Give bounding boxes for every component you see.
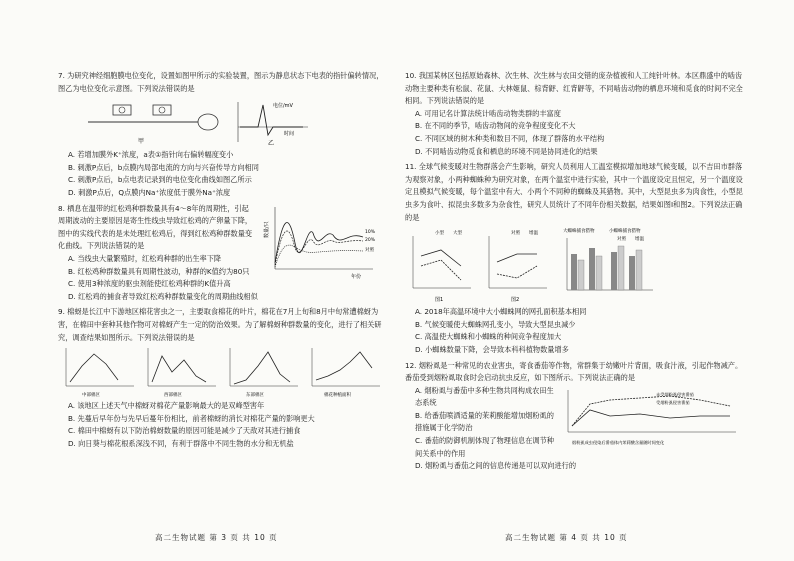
q9-stem: 9. 棉蚜是长江中下游地区棉花害虫之一，主要取食棉花的叶片，棉花在7月上旬和8月中旬常遭棉蚜为害，在棉田中套种其他作物可对棉蚜产生一定的防治效果。为了解棉蚜种群数量的变化，进行了相关研究，调查结果如图所示。下列说法错误的是 <box>58 307 382 342</box>
q9-chart-1 <box>58 346 136 398</box>
q11-fig2-legend-1: 对照 <box>511 231 520 237</box>
q9-chart-4 <box>304 346 382 398</box>
q7-fig-label-b: 乙 <box>268 140 275 148</box>
q8-option-a: A. 当线虫大量繁殖时，红松鸡种群的出生率下降 <box>68 253 222 263</box>
q11-option-d: D. 小蜘蛛数量下降，会导致本科科植物数量增多 <box>415 344 569 354</box>
q11-option-b: B. 气候变暖使大蜘蛛网孔变小，导致大型昆虫减少 <box>415 319 576 329</box>
q11-fig1-label: 图1 <box>435 297 444 304</box>
q8-option-d: D. 红松鸡的捕食者导致红松鸡种群数量变化的周期曲线相似 <box>68 291 258 301</box>
q9-chart-4-title: 棉花种植面积 <box>324 393 351 399</box>
q7-fig-mv: 电位/mV <box>273 103 293 110</box>
question-10 <box>405 70 745 158</box>
q9-charts <box>58 346 388 398</box>
q11-fig3-title-2: 小蜘蛛捕食猎物 <box>609 229 641 235</box>
q7-fig-label-a: 甲 <box>138 138 145 146</box>
q9-option-a: A. 该地区上述天气中棉蚜对棉花产量影响最大的是双峰型害年 <box>68 401 265 411</box>
q8-chart <box>263 203 383 281</box>
q12-option-d: D. 烟粉虱与番茄之间的信息传递是可以双向进行的 <box>415 461 577 471</box>
q12-legend-2: 受烟粉虱侵害番茄 <box>656 399 690 405</box>
q8-stem: 8. 栖息在温带的红松鸡种群数量具有4～8年的周期性，引起周期波动的主要原因是寄生性线虫导致红松鸡的产卵量下降，图中的实线代表的是未处理红松鸡后，得到红松鸡种群数量变化曲线。下列说法错误的是 <box>58 203 253 251</box>
q12-stem: 12. 烟粉虱是一种常见的农业害虫，寄食番茄等作物，常群集于幼嫩叶片背面，吸食汁液，引起作物减产。番茄受到烟粉虱取食时会启动抗虫反应，如下图所示。下列说法正确的是 <box>405 360 743 383</box>
question-7 <box>58 70 388 200</box>
q11-fig3-legend-2: 增温 <box>635 237 644 243</box>
q8-option-c: C. 使用3种浓度的驱虫剂能使红松鸡种群的K值升高 <box>68 279 231 289</box>
q9-option-d: D. 向日葵与棉花根系深浅不同，有利于群落中不同生物的水分和无机盐 <box>68 438 294 448</box>
q10-option-b: B. 在不同的季节，啮齿动物间的竞争程度变化不大 <box>415 121 576 131</box>
q12-legend-1: 未受烟粉虱侵害番茄 <box>656 391 694 397</box>
q11-fig-1 <box>405 226 475 304</box>
q10-option-a: A. 可用记名计算法统计啮齿动物类群的丰富度 <box>415 108 561 118</box>
q12-option-a: A. 烟粉虱与番茄中多种生物共同构成农田生态系统 <box>415 385 554 408</box>
q7-stem: 7. 为研究神经细胞膜电位变化，设置如图甲所示的实验装置，图示为静息状态下电表的指针偏转情况，图乙为电位变化示意图。下列说法错误的是 <box>58 71 384 93</box>
q8-legend-2: 20% <box>365 237 376 243</box>
left-column <box>58 70 388 453</box>
question-12 <box>405 360 745 473</box>
q11-stem: 11. 全球气候变暖对生物群落会产生影响，研究人员利用人工温室模拟增加地球气候变暖，以不吉田市群落为观察对象，小两种蜘蛛种为研究对象，在两个温室中进行实验，其中一个温度设定且恒定，另一个温度设定且模拟气候变暖，每个温室中有大、小两个不同种的蜘蛛及其猎物。其中，大型昆虫多为肉食性，小型昆虫多为食叶、拟昆虫多数多为杂食性，研究人员统计了不同年份相关数据，结果如图I和图2。下列说法正确的是 <box>405 162 743 222</box>
q8-chart-ylabel: 数量/只 <box>264 220 270 238</box>
q11-fig-3 <box>557 226 657 304</box>
right-column <box>405 70 745 476</box>
q7-option-c: C. 刺激P点后，b点电表记录到的电位变化曲线如图乙所示 <box>68 175 252 185</box>
q10-stem: 10. 我国某林区包括原始森林、次生林、次生林与农田交错的庞杂植被和人工纯针叶林。本区鼎盛中的啮齿动物主要种类有松鼠、花鼠、大林姬鼠、棕背䶄、红背䶄等，不同啮齿动物的栖息环境和觅食的时间不完全相同。下列说法错误的是 <box>405 71 743 106</box>
q11-fig2-legend-2: 增温 <box>529 231 538 237</box>
question-11 <box>405 161 745 356</box>
q11-fig-2 <box>481 226 551 304</box>
q9-chart-3 <box>222 346 300 398</box>
q9-option-b: B. 先蔓后早年份与先早后蔓年份相比，前者棉蚜的消长对棉花产量的影响更大 <box>68 413 315 423</box>
q12-chart <box>560 386 740 448</box>
q7-option-d: D. 刺激P点后，Q点膜内Na⁺浓度低于膜外Na⁺浓度 <box>68 187 231 197</box>
q9-chart-2-title: 西部棉区 <box>164 393 182 399</box>
q11-option-c: C. 高温使大蜘蛛和小蜘蛛的种间竞争程度加大 <box>415 332 562 342</box>
q11-option-a: A. 2018年高温环境中大小蜘蛛网的网孔面积基本相同 <box>415 307 587 317</box>
q9-chart-1-title: 中部棉区 <box>82 393 100 399</box>
left-footer: 高二生物试题 第 3 页 共 10 页 <box>155 533 278 542</box>
q7-figure <box>58 97 318 147</box>
question-9 <box>58 306 388 450</box>
q11-fig1-legend-2: 大型 <box>453 231 462 237</box>
q8-option-b: B. 红松鸡种群数量具有周期性波动，种群的K值约为80只 <box>68 266 250 276</box>
q11-figures <box>405 226 745 304</box>
q11-fig3-title-1: 大蜘蛛捕食猎物 <box>563 229 595 235</box>
q9-option-c: C. 棉田中棉蚜有以下防治棉蚜数量的原因可能是减少了天敌对其进行捕食 <box>68 426 301 436</box>
q9-chart-3-title: 东部棉区 <box>246 393 264 399</box>
q12-xlabel: 烟粉虱成虫侵染后番茄体内茉莉酸含量随时间变化 <box>572 439 665 445</box>
q8-chart-xlabel: 年份 <box>351 273 362 280</box>
q8-legend-1: 10% <box>365 229 376 235</box>
q7-option-b: B. 刺激P点后，b点膜内局部电流的方向与兴奋传导方向相同 <box>68 162 259 172</box>
q11-fig2-label: 图2 <box>511 297 520 304</box>
q10-option-c: C. 不同区域的树木种类和数目不同，体现了群落的水平结构 <box>415 133 605 143</box>
q7-option-a: A. 若增加膜外K⁺浓度，a表①指针向右偏转幅度变小 <box>68 150 234 160</box>
q10-option-d: D. 不同啮齿动物觅食和栖息的环境不同是协同进化的结果 <box>415 146 598 156</box>
q12-option-b: B. 给番茄喷洒适量的茉莉酸能增加烟粉虱的措施属于化学防治 <box>415 410 554 433</box>
right-footer: 高二生物试题 第 4 页 共 10 页 <box>505 533 628 542</box>
q11-fig3-legend-1: 对照 <box>617 237 626 243</box>
q8-legend-3: 对照 <box>365 247 374 253</box>
q9-chart-2 <box>140 346 218 398</box>
q12-option-c: C. 番茄的防御机制体现了物理信息在调节种间关系中的作用 <box>415 436 554 458</box>
q7-fig-time: 时间 <box>284 131 295 138</box>
question-8 <box>58 203 388 304</box>
q11-fig1-legend-1: 小型 <box>435 231 444 237</box>
